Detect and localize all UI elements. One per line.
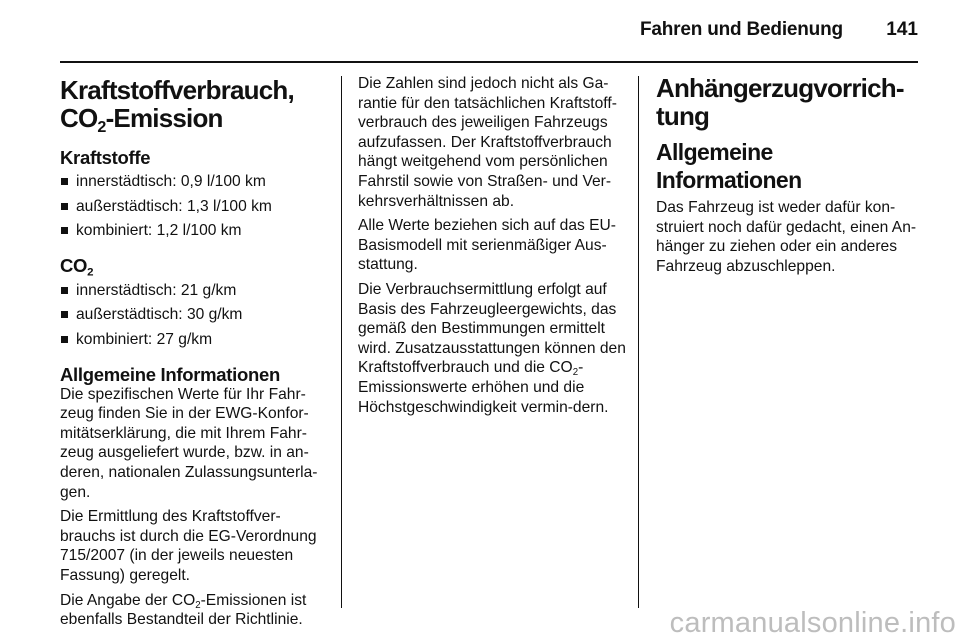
list-item: innerstädtisch: 21 g/km — [60, 281, 332, 301]
column-3 — [656, 74, 922, 276]
general-info-heading: Allgemeine Informationen — [656, 139, 802, 193]
section-heading-fuel-consumption — [60, 75, 332, 136]
column-2 — [358, 74, 628, 417]
paragraph: Alle Werte beziehen sich auf das EU-Basismodell mit serienmäßiger Aus-stattung. — [358, 217, 617, 274]
page-number: 141 — [886, 19, 918, 40]
text-span: Die Verbrauchsermittlung erfolgt auf Basis des Fahrzeugleergewichts, das gemäß den Bestimmungen ermittelt wird. Zusatzausstattungen können den Kraftstoffverbrauch und die CO — [358, 280, 626, 377]
paragraph: Die spezifischen Werte für Ihr Fahr-zeug finden Sie in der EWG-Konfor-mitätserklärung, die mit Ihrem Fahr-zeug ausgeliefert wurde, bzw. in an-deren, nationalen Zulassungsunterla-gen. — [60, 385, 318, 501]
co2-heading-co: CO — [60, 254, 88, 276]
text-span: Die Angabe der CO — [60, 591, 196, 609]
list-item: kombiniert: 27 g/km — [60, 330, 332, 350]
co2-sub: 2 — [572, 367, 579, 379]
heading-co: CO — [60, 103, 98, 133]
header-rule — [60, 61, 918, 63]
fuels-list — [60, 172, 332, 241]
co2-list — [60, 281, 332, 350]
paragraph — [60, 591, 332, 630]
heading-emission: -Emission — [105, 103, 223, 133]
column-divider-1 — [341, 76, 342, 608]
text-span: -Emissionswerte erhöhen und die Höchstgeschwindigkeit vermin-dern. — [358, 359, 609, 416]
co2-heading-sub: 2 — [87, 266, 94, 279]
list-item: innerstädtisch: 0,9 l/100 km — [60, 172, 332, 192]
co2-heading — [60, 254, 332, 279]
general-info-heading: Allgemeine Informationen — [60, 363, 280, 385]
paragraph: Das Fahrzeug ist weder dafür kon-struiert noch dafür gedacht, einen An-hänger zu ziehen oder ein anderes Fahrzeug abzuschleppen. — [656, 199, 917, 275]
fuels-heading: Kraftstoffe — [60, 147, 151, 168]
heading-co-sub: 2 — [97, 117, 106, 136]
paragraph: Die Zahlen sind jedoch nicht als Ga-rantie für den tatsächlichen Kraftstoff-verbrauch des jeweiligen Fahrzeugs aufzufassen. Der Kraftstoffverbrauch hängt weitgehend vom persönlichen Fahrstil sowie von Straßen- und Ver-kehrsverhältnissen ab. — [358, 75, 617, 210]
co2-sub: 2 — [195, 599, 201, 611]
watermark: carmanualsonline.info — [669, 607, 956, 639]
list-item: außerstädtisch: 30 g/km — [60, 305, 332, 325]
header-title: Fahren und Bedienung — [640, 19, 843, 40]
section-heading-towing: Anhängerzugvorrich-tung — [656, 73, 904, 131]
column-1 — [60, 74, 332, 630]
paragraph — [358, 280, 628, 417]
text-span: -Emissionen ist ebenfalls Bestandteil der Richtlinie. — [60, 591, 307, 629]
paragraph: Die Ermittlung des Kraftstoffver-brauchs ist durch die EG-Verordnung 715/2007 (in der jeweils neuesten Fassung) geregelt. — [60, 508, 317, 584]
list-item: kombiniert: 1,2 l/100 km — [60, 221, 332, 241]
heading-line-1: Kraftstoffverbrauch, — [60, 75, 294, 105]
column-divider-2 — [638, 76, 639, 608]
list-item: außerstädtisch: 1,3 l/100 km — [60, 197, 332, 217]
